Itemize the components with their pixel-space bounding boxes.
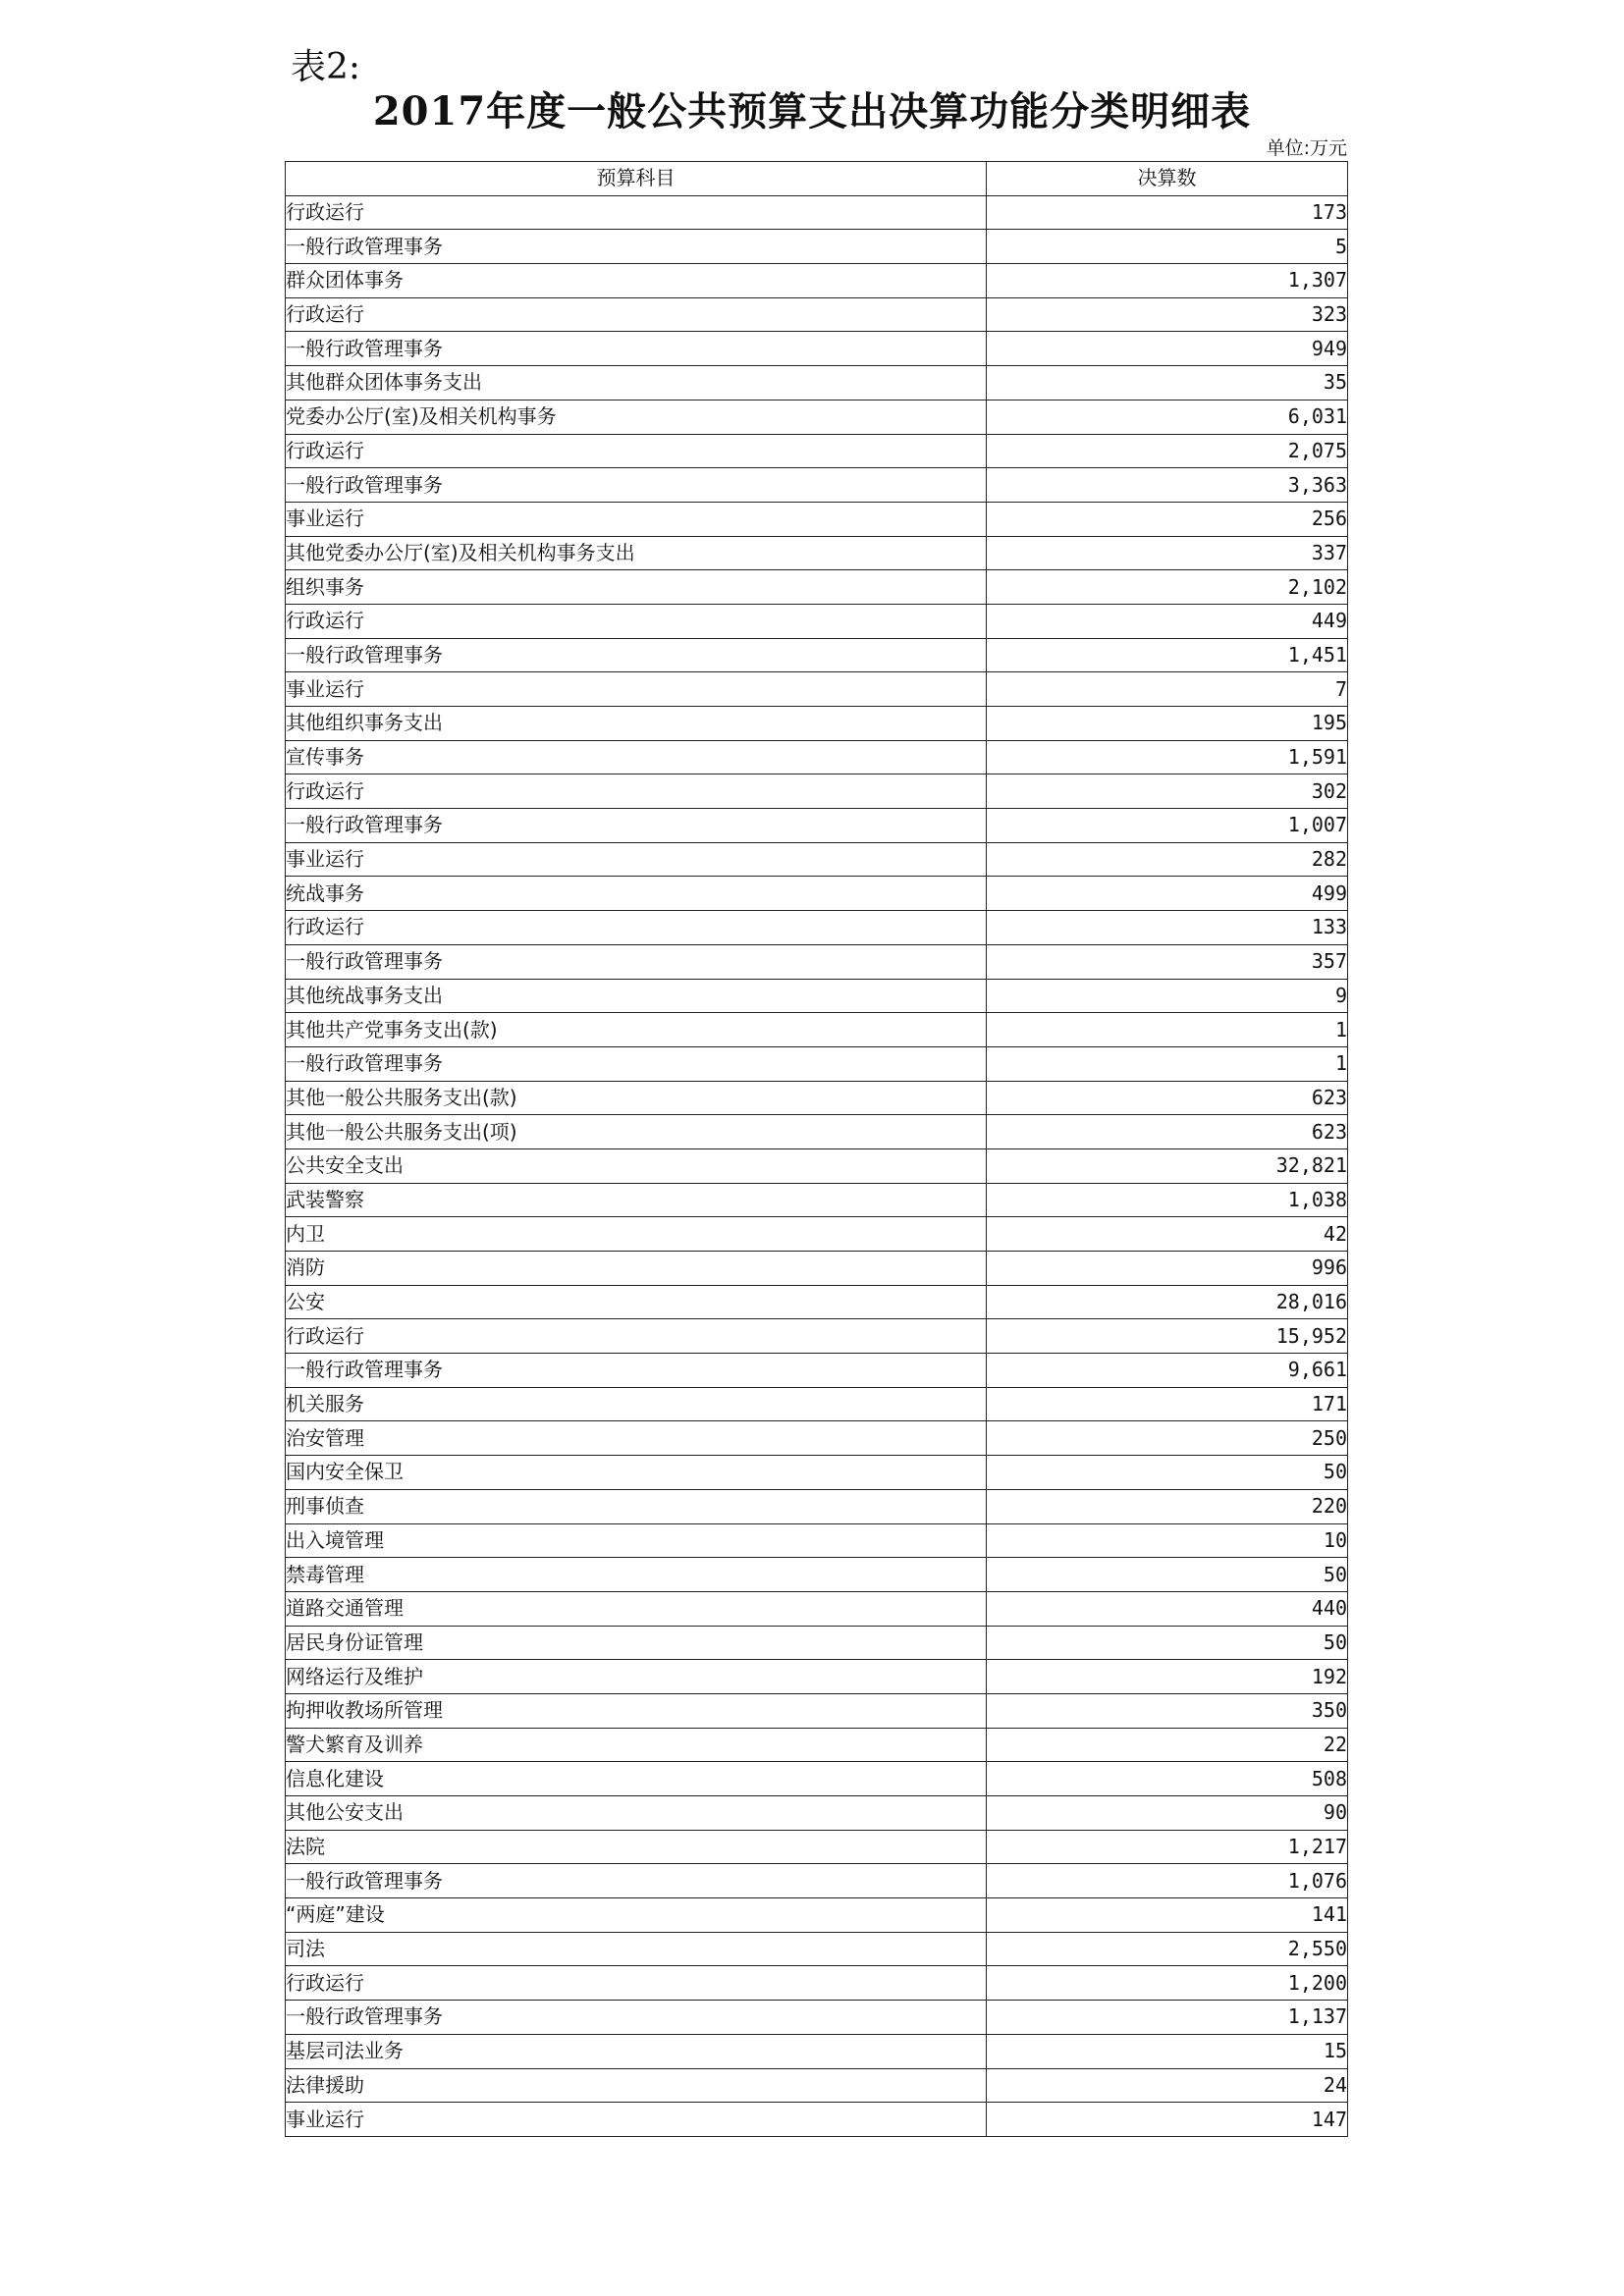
row-subject: 宣传事务 — [286, 740, 987, 774]
table-row — [286, 468, 1348, 503]
row-amount: 32,821 — [987, 1148, 1348, 1183]
row-amount: 15,952 — [987, 1319, 1348, 1354]
row-subject: 法院 — [286, 1830, 987, 1864]
table-label: 表2: — [291, 47, 361, 87]
row-subject: 一般行政管理事务 — [286, 1354, 987, 1388]
row-amount: 449 — [987, 604, 1348, 638]
table-row — [286, 774, 1348, 809]
table-row — [286, 842, 1348, 877]
table-row — [286, 2001, 1348, 2035]
budget-table — [285, 161, 1348, 2137]
row-subject: 一般行政管理事务 — [286, 944, 987, 979]
table-row — [286, 1148, 1348, 1183]
row-amount: 1 — [987, 1046, 1348, 1081]
row-amount: 623 — [987, 1081, 1348, 1115]
row-amount: 22 — [987, 1728, 1348, 1762]
table-row — [286, 1558, 1348, 1592]
table-row — [286, 944, 1348, 979]
table-row — [286, 1728, 1348, 1762]
row-subject: 行政运行 — [286, 604, 987, 638]
row-subject: 法律援助 — [286, 2068, 987, 2103]
table-row — [286, 2068, 1348, 2103]
row-amount: 2,550 — [987, 1932, 1348, 1966]
row-amount: 1 — [987, 1013, 1348, 1047]
table-row — [286, 604, 1348, 638]
row-subject: 行政运行 — [286, 434, 987, 468]
row-amount: 282 — [987, 842, 1348, 877]
table-row — [286, 1864, 1348, 1898]
row-subject: 一般行政管理事务 — [286, 2001, 987, 2035]
row-subject: 拘押收教场所管理 — [286, 1693, 987, 1728]
table-row — [286, 1421, 1348, 1456]
row-subject: 一般行政管理事务 — [286, 1046, 987, 1081]
table-row — [286, 230, 1348, 264]
row-amount: 2,075 — [987, 434, 1348, 468]
row-amount: 3,363 — [987, 468, 1348, 503]
row-amount: 250 — [987, 1421, 1348, 1456]
table-row — [286, 1115, 1348, 1149]
row-subject: 组织事务 — [286, 570, 987, 605]
row-subject: 其他统战事务支出 — [286, 979, 987, 1013]
row-amount: 42 — [987, 1217, 1348, 1252]
table-row — [286, 2103, 1348, 2137]
row-subject: 出入境管理 — [286, 1523, 987, 1558]
table-row — [286, 1660, 1348, 1694]
row-subject: 道路交通管理 — [286, 1591, 987, 1626]
table-row — [286, 877, 1348, 911]
row-subject: 行政运行 — [286, 195, 987, 230]
row-subject: 一般行政管理事务 — [286, 638, 987, 672]
table-row — [286, 536, 1348, 570]
table-row — [286, 740, 1348, 774]
table-row — [286, 809, 1348, 843]
row-amount: 996 — [987, 1252, 1348, 1286]
row-amount: 623 — [987, 1115, 1348, 1149]
row-subject: 一般行政管理事务 — [286, 468, 987, 503]
row-subject: 警犬繁育及训养 — [286, 1728, 987, 1762]
row-subject: 行政运行 — [286, 297, 987, 332]
table-row — [286, 1523, 1348, 1558]
row-amount: 24 — [987, 2068, 1348, 2103]
row-amount: 323 — [987, 297, 1348, 332]
row-subject: 党委办公厅(室)及相关机构事务 — [286, 400, 987, 434]
row-amount: 7 — [987, 672, 1348, 707]
table-row — [286, 1591, 1348, 1626]
table-row — [286, 1285, 1348, 1319]
row-amount: 147 — [987, 2103, 1348, 2137]
row-amount: 302 — [987, 774, 1348, 809]
row-amount: 1,137 — [987, 2001, 1348, 2035]
row-amount: 35 — [987, 366, 1348, 400]
row-amount: 28,016 — [987, 1285, 1348, 1319]
table-row — [286, 434, 1348, 468]
table-row — [286, 1966, 1348, 2001]
row-subject: 一般行政管理事务 — [286, 332, 987, 366]
row-subject: 群众团体事务 — [286, 264, 987, 298]
row-amount: 499 — [987, 877, 1348, 911]
table-row — [286, 1693, 1348, 1728]
table-row — [286, 332, 1348, 366]
table-body — [286, 195, 1348, 2136]
header-amount: 决算数 — [987, 162, 1348, 196]
table-row — [286, 1898, 1348, 1933]
row-subject: 其他组织事务支出 — [286, 707, 987, 741]
table-row — [286, 1456, 1348, 1490]
row-amount: 6,031 — [987, 400, 1348, 434]
row-subject: 国内安全保卫 — [286, 1456, 987, 1490]
table-row — [286, 1354, 1348, 1388]
table-row — [286, 1081, 1348, 1115]
row-amount: 1,307 — [987, 264, 1348, 298]
row-subject: 禁毒管理 — [286, 1558, 987, 1592]
row-subject: 事业运行 — [286, 672, 987, 707]
row-amount: 141 — [987, 1898, 1348, 1933]
row-amount: 350 — [987, 1693, 1348, 1728]
row-amount: 1,591 — [987, 740, 1348, 774]
row-amount: 9,661 — [987, 1354, 1348, 1388]
row-subject: 内卫 — [286, 1217, 987, 1252]
row-subject: 一般行政管理事务 — [286, 809, 987, 843]
row-amount: 9 — [987, 979, 1348, 1013]
table-row — [286, 638, 1348, 672]
table-row — [286, 366, 1348, 400]
row-subject: 机关服务 — [286, 1387, 987, 1421]
row-amount: 133 — [987, 911, 1348, 945]
row-subject: 行政运行 — [286, 1319, 987, 1354]
table-row — [286, 264, 1348, 298]
row-subject: 行政运行 — [286, 1966, 987, 2001]
row-amount: 1,451 — [987, 638, 1348, 672]
table-row — [286, 1830, 1348, 1864]
row-subject: 治安管理 — [286, 1421, 987, 1456]
table-row — [286, 1217, 1348, 1252]
row-subject: 信息化建设 — [286, 1762, 987, 1796]
table-row — [286, 1387, 1348, 1421]
row-amount: 949 — [987, 332, 1348, 366]
row-amount: 90 — [987, 1796, 1348, 1831]
row-amount: 1,200 — [987, 1966, 1348, 2001]
row-subject: 其他一般公共服务支出(款) — [286, 1081, 987, 1115]
row-subject: 基层司法业务 — [286, 2034, 987, 2068]
row-amount: 5 — [987, 230, 1348, 264]
row-amount: 337 — [987, 536, 1348, 570]
table-row — [286, 979, 1348, 1013]
table-row — [286, 1932, 1348, 1966]
row-subject: 公共安全支出 — [286, 1148, 987, 1183]
table-row — [286, 502, 1348, 536]
table-row — [286, 570, 1348, 605]
row-subject: 网络运行及维护 — [286, 1660, 987, 1694]
row-amount: 173 — [987, 195, 1348, 230]
row-subject: 统战事务 — [286, 877, 987, 911]
row-amount: 1,038 — [987, 1183, 1348, 1217]
row-amount: 50 — [987, 1626, 1348, 1660]
row-subject: 事业运行 — [286, 842, 987, 877]
row-amount: 10 — [987, 1523, 1348, 1558]
table-row — [286, 1046, 1348, 1081]
row-subject: “两庭”建设 — [286, 1898, 987, 1933]
row-amount: 508 — [987, 1762, 1348, 1796]
row-subject: 其他党委办公厅(室)及相关机构事务支出 — [286, 536, 987, 570]
table-row — [286, 1183, 1348, 1217]
table-row — [286, 707, 1348, 741]
row-amount: 15 — [987, 2034, 1348, 2068]
row-amount: 1,217 — [987, 1830, 1348, 1864]
row-subject: 行政运行 — [286, 911, 987, 945]
table-row — [286, 2034, 1348, 2068]
row-amount: 256 — [987, 502, 1348, 536]
table-header-row — [286, 162, 1348, 196]
row-subject: 刑事侦查 — [286, 1489, 987, 1523]
table-row — [286, 1796, 1348, 1831]
page-title: 2017年度一般公共预算支出决算功能分类明细表 — [372, 88, 1252, 134]
row-amount: 50 — [987, 1558, 1348, 1592]
row-subject: 居民身份证管理 — [286, 1626, 987, 1660]
row-amount: 50 — [987, 1456, 1348, 1490]
row-amount: 192 — [987, 1660, 1348, 1694]
row-amount: 1,007 — [987, 809, 1348, 843]
row-subject: 司法 — [286, 1932, 987, 1966]
row-amount: 2,102 — [987, 570, 1348, 605]
table-row — [286, 195, 1348, 230]
row-subject: 一般行政管理事务 — [286, 230, 987, 264]
row-subject: 事业运行 — [286, 502, 987, 536]
row-amount: 220 — [987, 1489, 1348, 1523]
table-row — [286, 1252, 1348, 1286]
table-row — [286, 400, 1348, 434]
row-amount: 440 — [987, 1591, 1348, 1626]
row-subject: 武装警察 — [286, 1183, 987, 1217]
row-subject: 消防 — [286, 1252, 987, 1286]
row-subject: 事业运行 — [286, 2103, 987, 2137]
row-subject: 其他一般公共服务支出(项) — [286, 1115, 987, 1149]
table-row — [286, 911, 1348, 945]
row-subject: 行政运行 — [286, 774, 987, 809]
table-row — [286, 1489, 1348, 1523]
row-subject: 其他公安支出 — [286, 1796, 987, 1831]
table-row — [286, 1319, 1348, 1354]
row-subject: 公安 — [286, 1285, 987, 1319]
table-row — [286, 1626, 1348, 1660]
row-amount: 195 — [987, 707, 1348, 741]
row-subject: 其他共产党事务支出(款) — [286, 1013, 987, 1047]
row-amount: 357 — [987, 944, 1348, 979]
table-row — [286, 1013, 1348, 1047]
header-subject: 预算科目 — [286, 162, 987, 196]
row-amount: 171 — [987, 1387, 1348, 1421]
unit-label: 单位:万元 — [1266, 137, 1347, 159]
row-subject: 其他群众团体事务支出 — [286, 366, 987, 400]
table-row — [286, 297, 1348, 332]
row-subject: 一般行政管理事务 — [286, 1864, 987, 1898]
table-row — [286, 672, 1348, 707]
table-row — [286, 1762, 1348, 1796]
row-amount: 1,076 — [987, 1864, 1348, 1898]
